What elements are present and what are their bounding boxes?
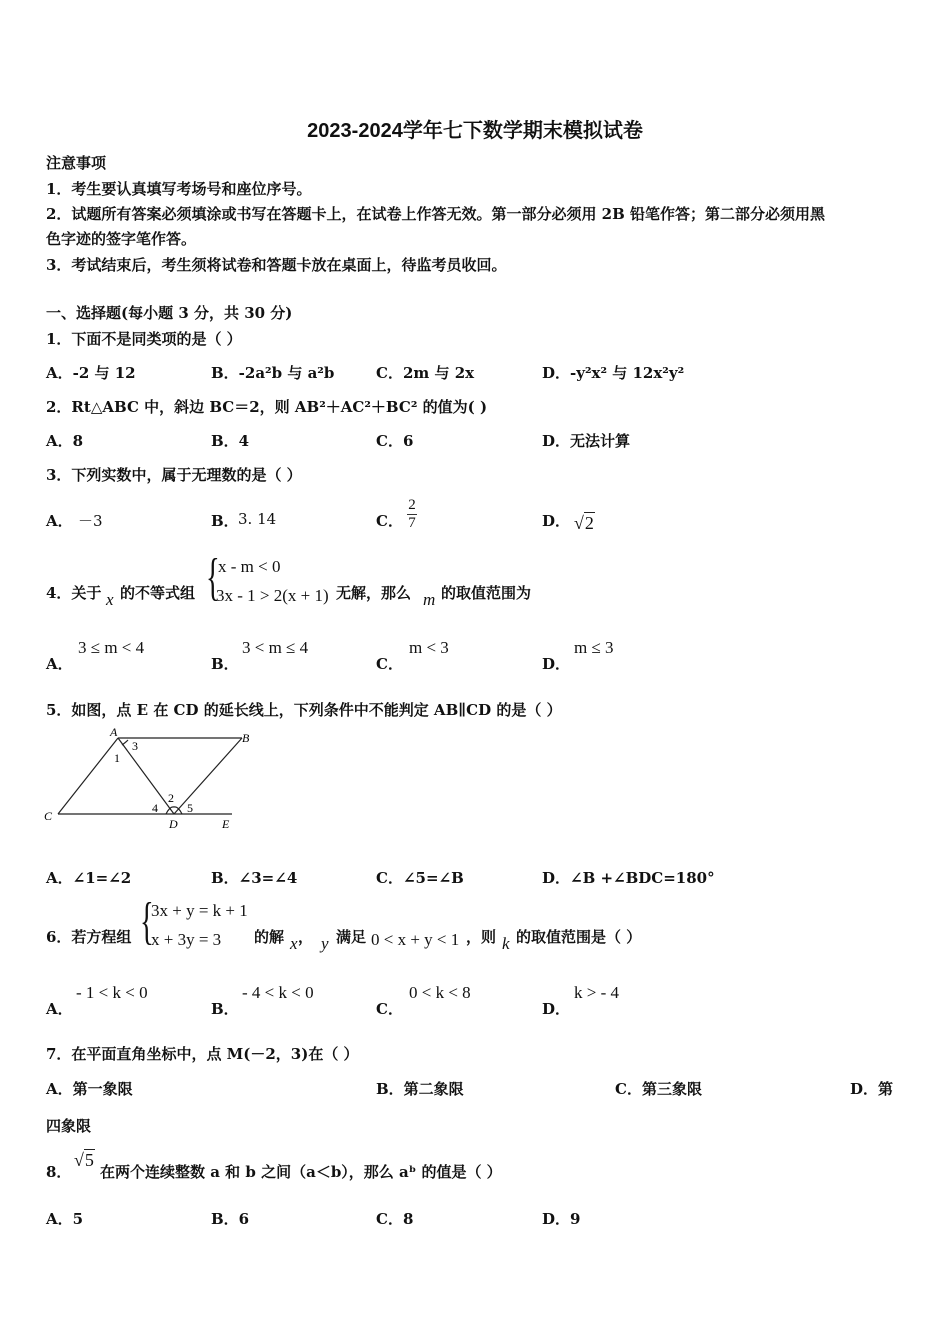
q6-condition: 0 < x + y < 1	[371, 930, 460, 949]
q6-label-b: B．	[211, 1000, 239, 1018]
q3-fraction-c	[407, 497, 417, 532]
q8-stem: 在两个连续整数 a 和 b 之间（a＜b），那么 aᵇ 的值是（ ）	[100, 1163, 502, 1181]
q6-mid3: ，则	[466, 928, 497, 946]
notice-item-2-cont: 色字迹的签字笔作答。	[46, 230, 197, 248]
q6-var-k: k	[502, 934, 510, 953]
q5-option-d: D．∠B +∠BDC=180°	[542, 869, 715, 887]
point-e-label: E	[222, 817, 230, 831]
q4-after: 无解，那么	[336, 584, 412, 602]
q5-stem: 5．如图，点 E 在 CD 的延长线上，下列条件中不能判定 AB∥CD 的是（ ）	[46, 701, 562, 719]
q4-var-m: m	[423, 590, 436, 609]
q5-option-c: C．∠5=∠B	[376, 869, 464, 887]
q6-end: 的取值范围是（ ）	[516, 928, 642, 946]
q3-label-c: C．	[376, 512, 403, 530]
notice-heading: 注意事项	[46, 154, 107, 172]
q3-sqrt-d: √2	[574, 513, 594, 533]
q4-eq1: x - m < 0	[218, 557, 281, 576]
line-ad	[118, 738, 174, 814]
q7-option-b: B．第二象限	[376, 1080, 464, 1098]
q3-label-b: B．	[211, 512, 239, 530]
q1-option-b: B．-2a²b 与 a²b	[211, 364, 335, 382]
q6-label-d: D．	[542, 1000, 571, 1018]
point-b-label: B	[242, 731, 250, 745]
q3-label-a: A．	[46, 512, 73, 530]
line-bd	[174, 738, 242, 814]
q1-option-c: C．2m 与 2x	[376, 364, 475, 382]
q8-option-a: A．5	[46, 1210, 84, 1228]
q2-option-b: B．4	[211, 432, 250, 450]
angle-arc	[122, 740, 128, 745]
angle-1-label: 1	[114, 751, 120, 765]
q8-num: 8．	[46, 1163, 72, 1181]
q8-sqrt: √5	[74, 1150, 94, 1170]
q2-option-d: D．无法计算	[542, 432, 631, 450]
q4-option-b: 3 < m ≤ 4	[242, 638, 309, 657]
notice-item-3: 3．考试结束后，考生须将试卷和答题卡放在桌面上，待监考员收回。	[46, 256, 507, 274]
q6-comma: ，	[298, 928, 314, 946]
angle-2-label: 2	[168, 791, 174, 805]
q4-label-d: D．	[542, 655, 571, 673]
angle-4-label: 4	[152, 801, 158, 815]
q6-eq2: x + 3y = 3	[151, 930, 222, 949]
q3-label-d: D．	[542, 512, 571, 530]
q6-mid: 的解	[254, 928, 285, 946]
q8-sqrt-radicand: 5	[84, 1150, 94, 1170]
q6-var-y: y	[321, 934, 329, 953]
point-a-label: A	[110, 725, 118, 739]
q2-option-a: A．8	[46, 432, 84, 450]
q5-option-a: A．∠1=∠2	[46, 869, 132, 887]
q1-option-a: A．-2 与 12	[46, 364, 136, 382]
q4-var-x: x	[106, 590, 114, 609]
q8-option-b: B．6	[211, 1210, 250, 1228]
section-heading: 一、选择题(每小题 3 分，共 30 分)	[46, 304, 293, 322]
q1-option-d: D．-y²x² 与 12x²y²	[542, 364, 685, 382]
q7-option-c: C．第三象限	[615, 1080, 702, 1098]
line-ac	[58, 738, 118, 814]
q2-stem: 2．Rt△ABC 中，斜边 BC＝2，则 AB²＋AC²＋BC² 的值为( )	[46, 398, 488, 416]
q4-mid: 的不等式组	[120, 584, 196, 602]
page-title: 2023-2024学年七下数学期末模拟试卷	[307, 120, 643, 142]
q5-figure	[40, 724, 250, 836]
q4-option-d: m ≤ 3	[574, 638, 614, 657]
q6-option-a: - 1 < k < 0	[76, 983, 148, 1002]
q3-fraction-den: 7	[408, 515, 416, 531]
q6-eq1: 3x + y = k + 1	[151, 901, 248, 920]
angle-3-label: 3	[132, 739, 138, 753]
q4-eq2: 3x - 1 > 2(x + 1)	[216, 586, 329, 605]
q4-brace: {	[206, 549, 220, 606]
q1-stem: 1．下面不是同类项的是（ ）	[46, 330, 242, 348]
q6-option-c: 0 < k < 8	[409, 983, 471, 1002]
q3-stem: 3．下列实数中，属于无理数的是（ ）	[46, 466, 302, 484]
q4-option-a: 3 ≤ m < 4	[78, 638, 145, 657]
q4-label-c: C．	[376, 655, 403, 673]
q6-option-d: k > - 4	[574, 983, 619, 1002]
point-c-label: C	[44, 809, 53, 823]
q3-value-b: 3. 14	[238, 510, 277, 528]
q7-option-d: D．第	[850, 1080, 894, 1098]
q8-option-d: D．9	[542, 1210, 581, 1228]
q4-num: 4．关于	[46, 584, 102, 602]
q4-end: 的取值范围为	[441, 584, 532, 602]
q6-label-c: C．	[376, 1000, 403, 1018]
q6-label-a: A．	[46, 1000, 73, 1018]
angle-5-label: 5	[187, 801, 193, 815]
q3-fraction-num: 2	[408, 497, 416, 513]
q4-option-c: m < 3	[409, 638, 449, 657]
q8-option-c: C．8	[376, 1210, 414, 1228]
q6-brace: {	[140, 893, 154, 950]
q7-stem: 7．在平面直角坐标中，点 M(－2，3)在（ ）	[46, 1045, 359, 1063]
q7-option-d-wrap: 四象限	[46, 1117, 92, 1135]
q2-option-c: C．6	[376, 432, 414, 450]
q7-option-a: A．第一象限	[46, 1080, 133, 1098]
q3-sqrt-radicand: 2	[584, 513, 594, 533]
q5-option-b: B．∠3=∠4	[211, 869, 298, 887]
notice-item-2: 2．试题所有答案必须填涂或书写在答题卡上，在试卷上作答无效。第一部分必须用 2B 铅笔作答；第二部分必须用黑	[46, 205, 826, 223]
q4-label-b: B．	[211, 655, 239, 673]
q6-option-b: - 4 < k < 0	[242, 983, 314, 1002]
point-d-label: D	[169, 817, 178, 831]
q6-num: 6．若方程组	[46, 928, 132, 946]
q6-mid2: 满足	[336, 928, 367, 946]
q3-value-a: －3	[78, 512, 103, 530]
q6-var-x: x	[290, 934, 298, 953]
notice-item-1: 1．考生要认真填写考场号和座位序号。	[46, 180, 312, 198]
q4-label-a: A．	[46, 655, 73, 673]
